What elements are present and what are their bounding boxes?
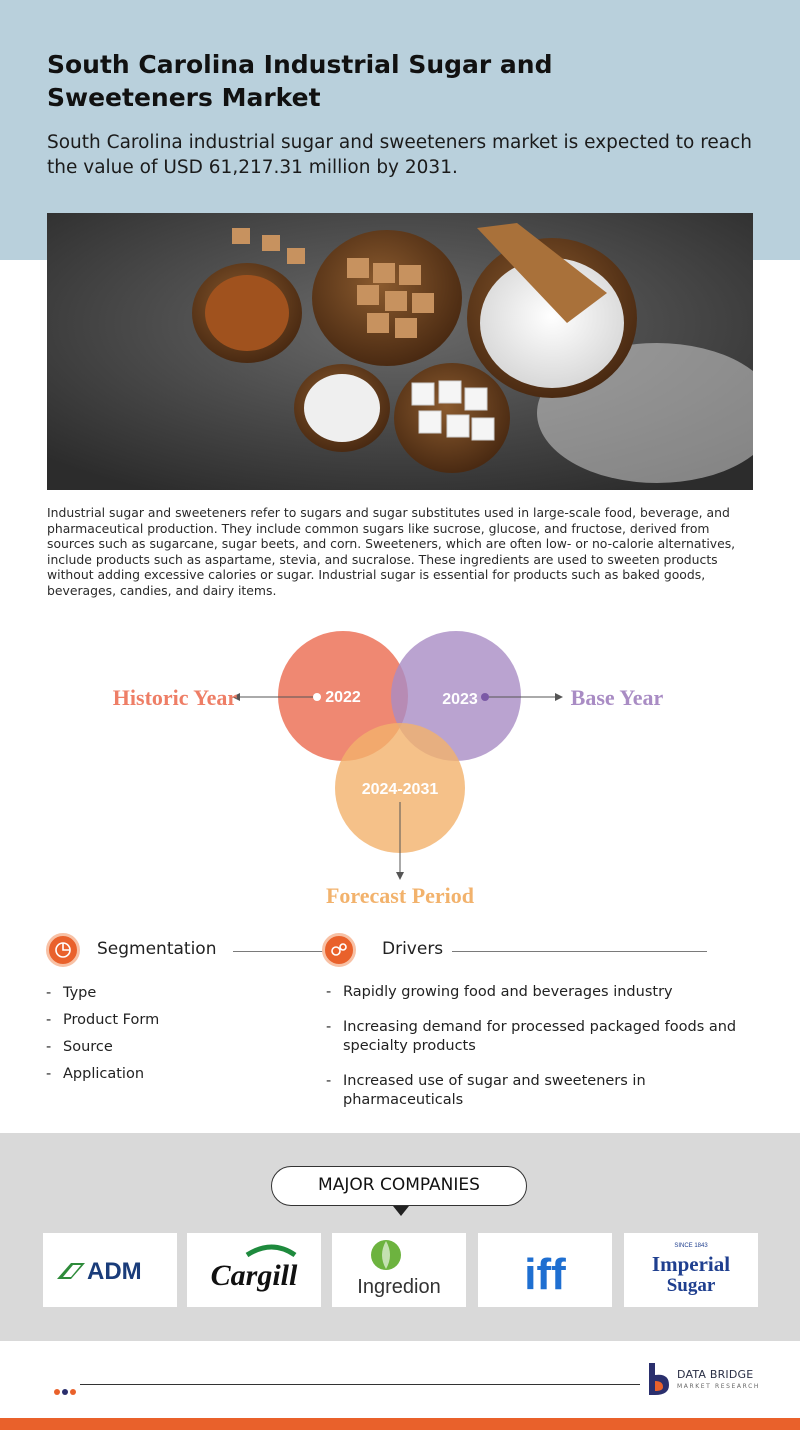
pie-chart-icon — [46, 933, 80, 967]
svg-text:ADM: ADM — [87, 1258, 142, 1285]
segmentation-header — [46, 933, 326, 969]
sugar-bowls-photo — [47, 213, 753, 490]
svg-text:Imperial: Imperial — [651, 1252, 731, 1276]
footer-dots — [53, 1381, 77, 1400]
historic-year: 2022 — [325, 689, 361, 706]
svg-text:SINCE 1843: SINCE 1843 — [674, 1243, 708, 1249]
svg-text:Ingredion: Ingredion — [357, 1276, 441, 1298]
list-item: - Product Form — [46, 1012, 160, 1028]
imperial-sugar-logo — [624, 1233, 758, 1307]
down-arrow-icon — [393, 1206, 409, 1216]
segmentation-divider — [233, 951, 323, 952]
iff-logo — [478, 1233, 612, 1307]
gears-icon — [322, 933, 356, 967]
historic-label: Historic Year — [112, 685, 238, 710]
base-year: 2023 — [442, 691, 478, 708]
base-label: Base Year — [570, 685, 664, 710]
segmentation-list — [46, 983, 159, 1091]
svg-text:iff: iff — [524, 1250, 566, 1299]
svg-text:Sugar: Sugar — [666, 1275, 716, 1296]
drivers-list — [326, 983, 766, 1126]
drivers-header — [322, 933, 712, 969]
bottom-accent-bar — [0, 1418, 800, 1430]
data-bridge-icon — [645, 1361, 675, 1397]
page-title: South Carolina Industrial Sugar and Sweeteners Market — [47, 50, 553, 112]
brand-sub: MARKET RESEARCH — [677, 1383, 760, 1390]
timeline-venn — [0, 620, 800, 920]
list-item: - Source — [46, 1039, 113, 1055]
footer-divider — [80, 1384, 640, 1385]
list-item: - Increasing demand for processed packaged foods and specialty products — [326, 1019, 737, 1054]
svg-text:Cargill: Cargill — [210, 1259, 298, 1292]
list-item: - Type — [46, 985, 97, 1001]
market-description: Industrial sugar and sweeteners refer to sugars and sugar substitutes used in large-scale food, beverage, and pharmaceutical production. They include common sugars like sucrose, glucose, and fructose, derived from sources such as sugarcane, sugar beets, and corn. Sweeteners, which are often low- or no-calorie alternatives, include products such as aspartame, stevia, and sucralose. These ingredients are used to sweeten products without adding excessive calories or sugar. Industrial sugar is essential for products such as baked goods, beverages, candies, and dairy items. — [47, 505, 736, 598]
list-item: - Increased use of sugar and sweeteners in pharmaceuticals — [326, 1073, 646, 1108]
forecast-label: Forecast Period — [325, 883, 475, 908]
cargill-logo — [187, 1233, 321, 1307]
page-subtitle: South Carolina industrial sugar and sweeteners market is expected to reach the value of USD 61,217.31 million by 2031. — [47, 132, 753, 178]
adm-logo — [43, 1233, 177, 1307]
list-item: - Rapidly growing food and beverages industry — [326, 984, 673, 1000]
companies-title: MAJOR COMPANIES — [271, 1166, 527, 1206]
ingredion-logo — [332, 1233, 466, 1307]
data-bridge-logo — [645, 1361, 775, 1397]
segmentation-title: Segmentation — [97, 939, 217, 959]
brand-name: DATA BRIDGE — [677, 1368, 754, 1381]
forecast-years: 2024-2031 — [361, 781, 439, 798]
list-item: - Application — [46, 1066, 145, 1082]
drivers-divider — [452, 951, 707, 952]
drivers-title: Drivers — [382, 939, 444, 959]
